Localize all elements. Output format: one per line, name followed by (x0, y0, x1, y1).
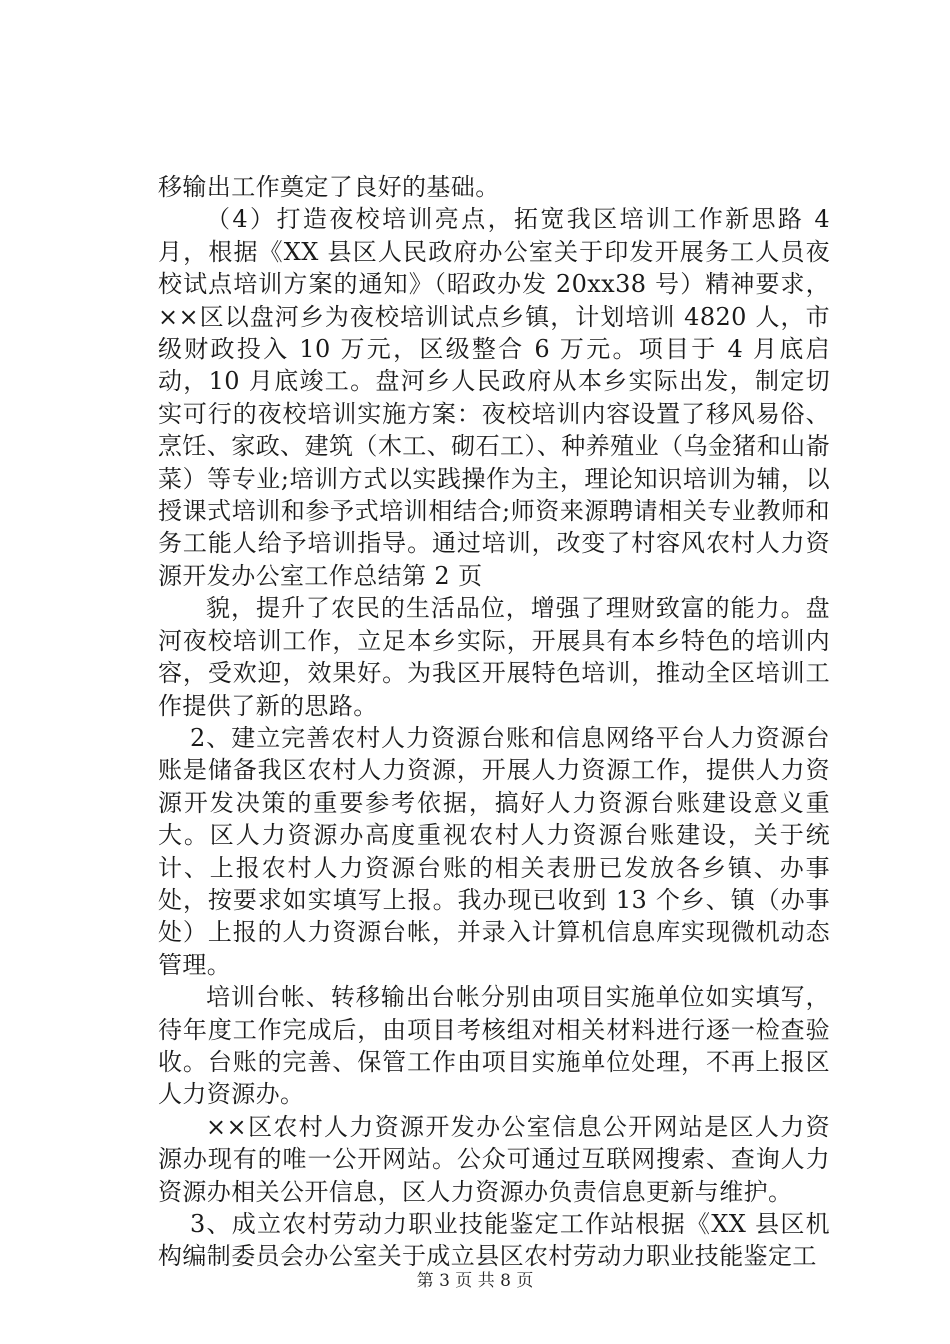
paragraph-skill-station: 3、成立农村劳动力职业技能鉴定工作站根据《XX 县区机构编制委员会办公室关于成立县区农村劳动力职业技能鉴定工 (158, 1210, 830, 1271)
document-body (158, 171, 830, 1273)
paragraph-night-school-result: 貌，提升了农民的生活品位，增强了理财致富的能力。盘河夜校培训工作，立足本乡实际，开展具有本乡特色的培训内容，受欢迎，效果好。为我区开展特色培训，推动全区培训工作提供了新的思路。 (158, 594, 830, 720)
paragraph-ledger-training: 培训台帐、转移输出台帐分别由项目实施单位如实填写，待年度工作完成后，由项目考核组对相关材料进行逐一检查验收。台账的完善、保管工作由项目实施单位处理，不再上报区人力资源办。 (158, 983, 830, 1109)
paragraph-ledger: 2、建立完善农村人力资源台账和信息网络平台人力资源台账是储备我区农村人力资源，开展人力资源工作，提供人力资源开发决策的重要参考依据，搞好人力资源台账建设意义重大。区人力资源办高度重视农村人力资源台账建设，关于统计、上报农村人力资源台账的相关表册已发放各乡镇、办事处，按要求如实填写上报。我办现已收到 13 个乡、镇（办事处）上报的人力资源台帐，并录入计算机信息库实现微机动态管理。 (158, 723, 830, 979)
paragraph-night-school: （4）打造夜校培训亮点，拓宽我区培训工作新思路 4 月，根据《XX 县区人民政府办公室关于印发开展务工人员夜校试点培训方案的通知》（昭政办发 20xx38 号）精神要求，××区以盘河乡为夜校培训试点乡镇，计划培训 4820 人，市级财政投入 10 万元，区级整合 6 万元。项目于 4 月底启动，10 月底竣工。盘河乡人民政府从本乡实际出发，制定切实可行的夜校培训实施方案：夜校培训内容设置了移风易俗、烹饪、家政、建筑（木工、砌石工）、种养殖业（乌金猪和山嵛菜）等专业;培训方式以实践操作为主，理论知识培训为辅，以授课式培训和参予式培训相结合;师资来源聘请相关专业教师和务工能人给予培训指导。通过培训，改变了村容风农村人力资源开发办公室工作总结第 2 页 (158, 205, 830, 590)
page-footer: 第 3 页 共 8 页 (416, 1271, 534, 1291)
paragraph-website: ××区农村人力资源开发办公室信息公开网站是区人力资源办现有的唯一公开网站。公众可通过互联网搜索、查询人力资源办相关公开信息，区人力资源办负责信息更新与维护。 (158, 1112, 830, 1206)
paragraph-continuation: 移输出工作奠定了良好的基础。 (158, 173, 500, 201)
